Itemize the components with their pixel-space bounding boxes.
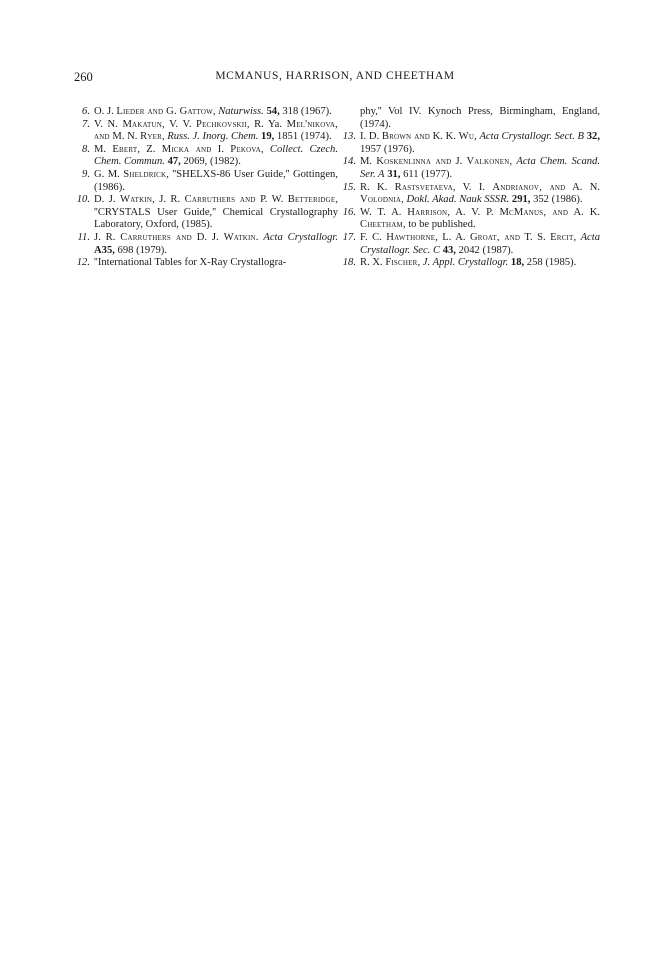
reference-text xyxy=(360,257,600,270)
reference-segment: M. N. xyxy=(109,131,141,143)
reference-item xyxy=(342,156,600,181)
reference-segment: 31, xyxy=(387,168,401,180)
reference-segment: 19, xyxy=(261,131,275,143)
reference-segment: Volodnia xyxy=(360,194,402,206)
reference-segment: Ryer xyxy=(140,131,162,143)
reference-segment: 1851 (1974). xyxy=(274,131,332,143)
reference-segment: Cheetham xyxy=(360,219,403,231)
reference-segment: Brown and xyxy=(381,131,430,143)
reference-text xyxy=(360,207,600,232)
reference-text xyxy=(94,232,338,257)
reference-text xyxy=(94,257,338,270)
reference-segment: 611 (1977). xyxy=(400,168,453,180)
reference-segment: Betteridge xyxy=(287,194,336,206)
reference-segment: , R. Ya. xyxy=(246,118,287,130)
reference-segment: Acta Crystallogr. Sec. C xyxy=(360,231,600,256)
reference-number: 13. xyxy=(342,131,356,143)
reference-segment: G. M. xyxy=(94,168,124,180)
reference-segment: , xyxy=(161,131,168,143)
reference-segment: Andrianov, and xyxy=(492,181,566,193)
reference-segment: Mel'nikova, and xyxy=(94,118,339,143)
reference-segment: , xyxy=(212,106,219,117)
reference-segment: , xyxy=(401,194,407,206)
reference-segment: Makatun xyxy=(122,118,163,130)
reference-item xyxy=(342,106,600,131)
reference-segment: Russ. J. Inorg. Chem. xyxy=(167,131,259,143)
reference-segment: Harrison xyxy=(407,206,448,218)
reference-segment: M. xyxy=(94,143,113,155)
reference-segment: Acta Crystallogr. Sect. B xyxy=(479,131,585,143)
reference-segment: Micka and xyxy=(161,143,212,155)
reference-segment: D. J. xyxy=(191,231,224,243)
running-head: MCMANUS, HARRISON, AND CHEETHAM xyxy=(215,70,455,82)
reference-text xyxy=(360,182,600,207)
reference-segment: , V. I. xyxy=(452,181,493,193)
reference-segment: 291, xyxy=(511,194,531,206)
reference-text xyxy=(360,106,600,131)
reference-segment: 18, xyxy=(510,257,525,269)
reference-segment: , xyxy=(573,231,581,243)
reference-item xyxy=(342,207,600,232)
reference-segment: 1957 (1976). xyxy=(360,143,415,155)
reference-segment: Watkin xyxy=(223,231,256,243)
reference-item xyxy=(76,232,338,257)
reference-segment: Koskenlinna and xyxy=(376,156,452,168)
reference-text xyxy=(94,169,338,194)
reference-segment: Collect. Czech. Chem. Commun. xyxy=(94,143,339,168)
reference-segment: Sheldrick xyxy=(123,168,167,180)
reference-segment: V. N. xyxy=(94,118,123,130)
reference-segment: Lieder and G. Gattow xyxy=(116,106,213,117)
reference-segment: Carruthers and xyxy=(120,231,192,243)
reference-item xyxy=(76,169,338,194)
reference-segment: R. X. xyxy=(360,257,386,269)
reference-segment: , xyxy=(509,156,517,168)
reference-segment: 54, xyxy=(266,106,280,117)
reference-segment: 43, xyxy=(442,244,456,256)
reference-text xyxy=(360,131,600,156)
reference-segment: J. xyxy=(451,156,467,168)
reference-segment: T. S. xyxy=(520,231,551,243)
reference-segment: 352 (1986). xyxy=(530,194,583,206)
reference-segment: . xyxy=(255,231,264,243)
reference-segment: O. J. xyxy=(94,106,117,117)
reference-item xyxy=(76,257,338,270)
reference-segment: phy,'' Vol IV. Kynoch Press, Birmingham, England, (1974). xyxy=(360,106,600,130)
reference-text xyxy=(360,156,600,181)
reference-segment: 47, xyxy=(167,156,181,168)
reference-item xyxy=(342,257,600,270)
reference-segment: , ''CRYSTALS User Guide,'' Chemical Crystallography Laboratory, Oxford, (1985). xyxy=(94,194,338,231)
reference-item xyxy=(76,119,338,144)
reference-segment: A. N. xyxy=(565,181,601,193)
reference-segment: P. W. xyxy=(255,194,288,206)
reference-segment: 32, xyxy=(586,131,600,143)
reference-item xyxy=(76,194,338,232)
reference-text xyxy=(94,119,338,144)
reference-text xyxy=(94,194,338,232)
reference-segment: Pekova xyxy=(230,143,261,155)
reference-segment: M. xyxy=(360,156,377,168)
reference-number: 18. xyxy=(342,257,356,269)
reference-segment: , Z. xyxy=(137,143,162,155)
page-number: 260 xyxy=(74,70,93,84)
reference-segment: R. K. xyxy=(360,181,395,193)
reference-segment: 698 (1979). xyxy=(114,244,167,256)
page-header xyxy=(74,70,596,86)
reference-segment: Pechkovskii xyxy=(195,118,247,130)
reference-segment: , xyxy=(260,143,270,155)
reference-text xyxy=(94,106,338,119)
reference-segment: Valkonen xyxy=(466,156,510,168)
reference-number: 11. xyxy=(77,231,90,243)
reference-segment: , J. R. xyxy=(152,194,185,206)
reference-segment: , A. V. P. xyxy=(447,206,500,218)
references-left-column xyxy=(76,106,338,270)
reference-text xyxy=(360,232,600,257)
reference-segment: Acta Crystallogr. xyxy=(263,231,338,243)
reference-number: 6. xyxy=(82,106,90,117)
reference-segment: W. T. A. xyxy=(360,206,408,218)
reference-segment: , to be published. xyxy=(402,219,476,231)
reference-item xyxy=(76,106,338,119)
reference-segment: J. Appl. Crystallogr. xyxy=(422,257,509,269)
reference-segment: Groat, and xyxy=(469,231,521,243)
reference-item xyxy=(342,232,600,257)
reference-segment: Hawthorne xyxy=(386,231,436,243)
reference-segment: Carruthers and xyxy=(184,194,256,206)
reference-segment: F. C. xyxy=(360,231,387,243)
reference-number: 8. xyxy=(82,143,90,155)
reference-segment: 2069, (1982). xyxy=(180,156,241,168)
reference-item xyxy=(76,144,338,169)
reference-segment: K. K. xyxy=(429,131,459,143)
reference-segment: , V. V. xyxy=(162,118,196,130)
reference-number: 10. xyxy=(76,194,90,206)
reference-segment: ''International Tables for X-Ray Crystallogra- xyxy=(94,257,287,269)
reference-item xyxy=(342,131,600,156)
reference-text xyxy=(94,144,338,169)
reference-segment: Ercit xyxy=(550,231,574,243)
reference-segment: Ebert xyxy=(112,143,138,155)
reference-number: 17. xyxy=(342,231,356,243)
reference-segment: Acta Chem. Scand. Ser. A xyxy=(360,156,600,180)
reference-segment: Wu xyxy=(458,131,475,143)
reference-segment: I. D. xyxy=(360,131,382,143)
reference-segment: McManus, and xyxy=(499,206,569,218)
reference-segment: , xyxy=(417,257,423,269)
reference-segment: Rastsvetaeva xyxy=(394,181,453,193)
reference-segment: Dokl. Akad. Nauk SSSR. xyxy=(406,194,510,206)
reference-segment: 258 (1985). xyxy=(524,257,577,269)
reference-segment: I. xyxy=(211,143,231,155)
references-right-column xyxy=(342,106,600,270)
reference-number: 12. xyxy=(76,257,90,269)
reference-segment: Naturwiss. xyxy=(218,106,264,117)
reference-segment: A. K. xyxy=(568,206,600,218)
reference-number: 15. xyxy=(342,181,356,193)
reference-item xyxy=(342,182,600,207)
reference-segment: , L. A. xyxy=(435,231,470,243)
reference-segment: D. J. xyxy=(94,194,120,206)
reference-segment: , ''SHELXS-86 User Guide,'' Gottingen, (1986). xyxy=(94,168,338,193)
reference-number: 9. xyxy=(82,168,90,180)
reference-segment: 2042 (1987). xyxy=(455,244,514,256)
reference-segment: Fischer xyxy=(385,257,418,269)
reference-number: 16. xyxy=(342,206,356,218)
reference-number: 7. xyxy=(82,118,90,130)
reference-number: 14. xyxy=(342,156,356,168)
reference-segment: , xyxy=(474,131,480,143)
reference-segment: A35, xyxy=(94,244,115,256)
reference-segment: 318 (1967). xyxy=(279,106,332,117)
reference-segment: Watkin xyxy=(119,194,153,206)
reference-segment: J. R. xyxy=(94,231,121,243)
